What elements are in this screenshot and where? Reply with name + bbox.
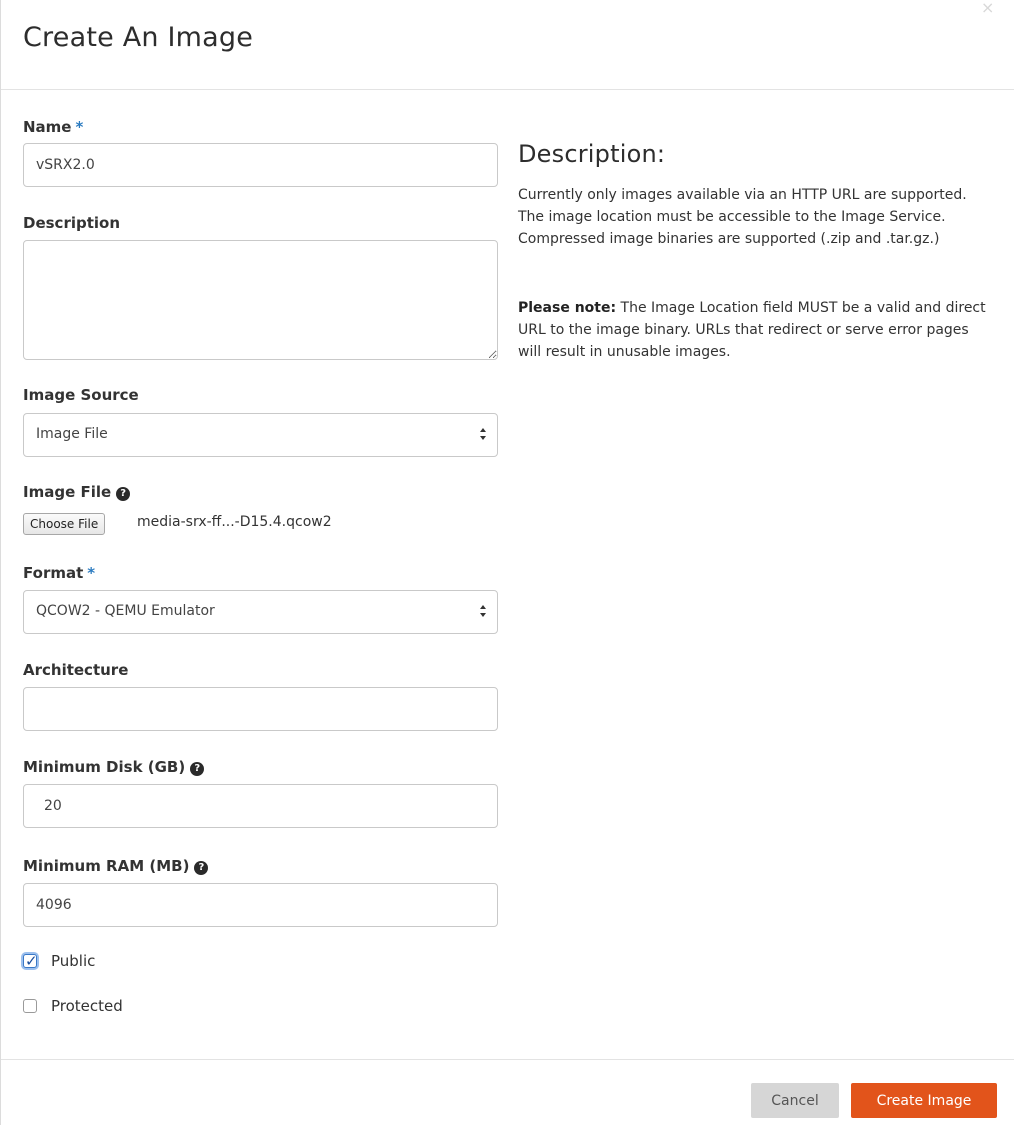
format-label — [23, 564, 95, 582]
caret-up-down-icon — [479, 601, 487, 621]
caret-up-down-icon — [479, 424, 487, 444]
help-title: Description: — [518, 140, 666, 168]
name-label-text: Name — [23, 118, 72, 136]
min-disk-label — [23, 758, 204, 776]
help-note-text: The Image Location field MUST be a valid and direct URL to the image binary. URLs that redirect or serve error pages will result in unusable images. — [518, 300, 986, 360]
image-source-label: Image Source — [23, 386, 139, 404]
close-icon[interactable]: × — [981, 0, 995, 17]
image-file-label — [23, 483, 130, 501]
public-label[interactable]: Public — [51, 952, 96, 970]
architecture-input[interactable] — [23, 687, 498, 731]
dialog-title: Create An Image — [23, 22, 254, 53]
image-source-select[interactable] — [23, 413, 498, 457]
cancel-button[interactable]: Cancel — [751, 1083, 839, 1118]
format-label-text: Format — [23, 564, 84, 582]
image-source-selected: Image File — [36, 426, 108, 442]
architecture-label: Architecture — [23, 661, 129, 679]
create-image-button[interactable]: Create Image — [851, 1083, 997, 1118]
dialog-header — [1, 0, 1014, 90]
image-file-label-text: Image File — [23, 483, 112, 501]
question-circle-icon: ? — [194, 861, 208, 875]
help-note-label: Please note: — [518, 300, 617, 316]
description-label: Description — [23, 214, 121, 232]
format-selected: QCOW2 - QEMU Emulator — [36, 603, 215, 619]
protected-checkbox[interactable] — [23, 999, 37, 1013]
name-label — [23, 118, 83, 136]
selected-file-name: media-srx-ff...-D15.4.qcow2 — [137, 514, 332, 530]
dialog-footer — [1, 1059, 1014, 1125]
min-ram-label-text: Minimum RAM (MB) — [23, 857, 190, 875]
checkmark-icon: ✓ — [25, 952, 38, 970]
question-circle-icon: ? — [116, 487, 130, 501]
public-checkbox[interactable] — [23, 954, 37, 968]
help-note — [518, 297, 996, 363]
min-disk-label-text: Minimum Disk (GB) — [23, 758, 186, 776]
format-select[interactable] — [23, 590, 498, 634]
name-input[interactable] — [23, 143, 498, 187]
min-ram-input[interactable] — [23, 883, 498, 927]
question-circle-icon: ? — [190, 762, 204, 776]
min-ram-label — [23, 857, 208, 875]
choose-file-button[interactable]: Choose File — [23, 513, 105, 535]
min-disk-input[interactable] — [23, 784, 498, 828]
required-asterisk: * — [75, 118, 84, 136]
required-asterisk: * — [87, 564, 96, 582]
protected-label[interactable]: Protected — [51, 997, 123, 1015]
help-paragraph: Currently only images available via an HTTP URL are supported. The image location must be accessible to the Image Service. Compressed image binaries are supported (.zip and .tar.gz.) — [518, 187, 967, 247]
description-textarea[interactable] — [23, 240, 498, 360]
